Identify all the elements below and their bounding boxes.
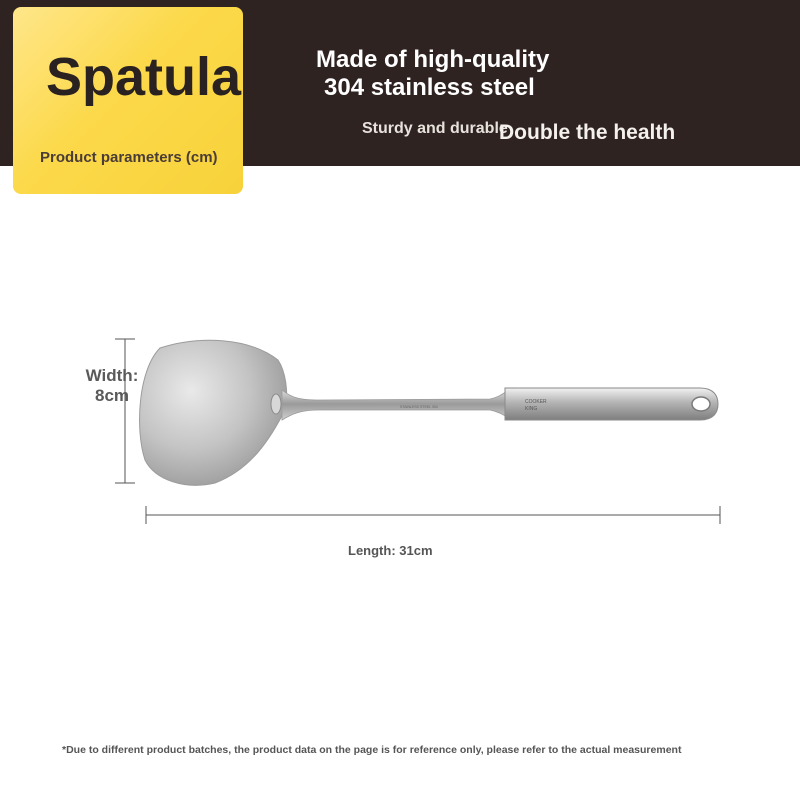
spatula-stem — [282, 388, 512, 420]
width-value: 8cm — [94, 386, 130, 405]
width-label-text: Width: — [85, 366, 139, 385]
subtitle-sturdy: Sturdy and durable — [362, 120, 508, 137]
params-label: Product parameters (cm) — [40, 149, 218, 166]
product-title: Spatula — [46, 47, 242, 107]
length-dimension-line — [146, 506, 720, 524]
headline-line1: Made of high-quality — [316, 46, 550, 73]
headline — [316, 46, 549, 102]
spatula-head — [140, 340, 287, 485]
width-dimension-line — [115, 339, 135, 483]
brand-mark-line1: COOKER — [525, 399, 547, 405]
disclaimer-footnote: *Due to different product batches, the product data on the page is for reference only, please refer to the actual measurement — [62, 744, 682, 756]
width-label — [76, 366, 148, 406]
length-label: Length: 31cm — [348, 543, 433, 558]
svg-text:STAINLESS STEEL 304: STAINLESS STEEL 304 — [400, 405, 438, 409]
hang-hole — [692, 397, 710, 411]
spatula-illustration — [0, 300, 800, 540]
headline-line2: 304 stainless steel — [324, 74, 535, 101]
subtitle-health: Double the health — [499, 121, 676, 144]
brand-mark-line2: KING — [525, 406, 538, 412]
